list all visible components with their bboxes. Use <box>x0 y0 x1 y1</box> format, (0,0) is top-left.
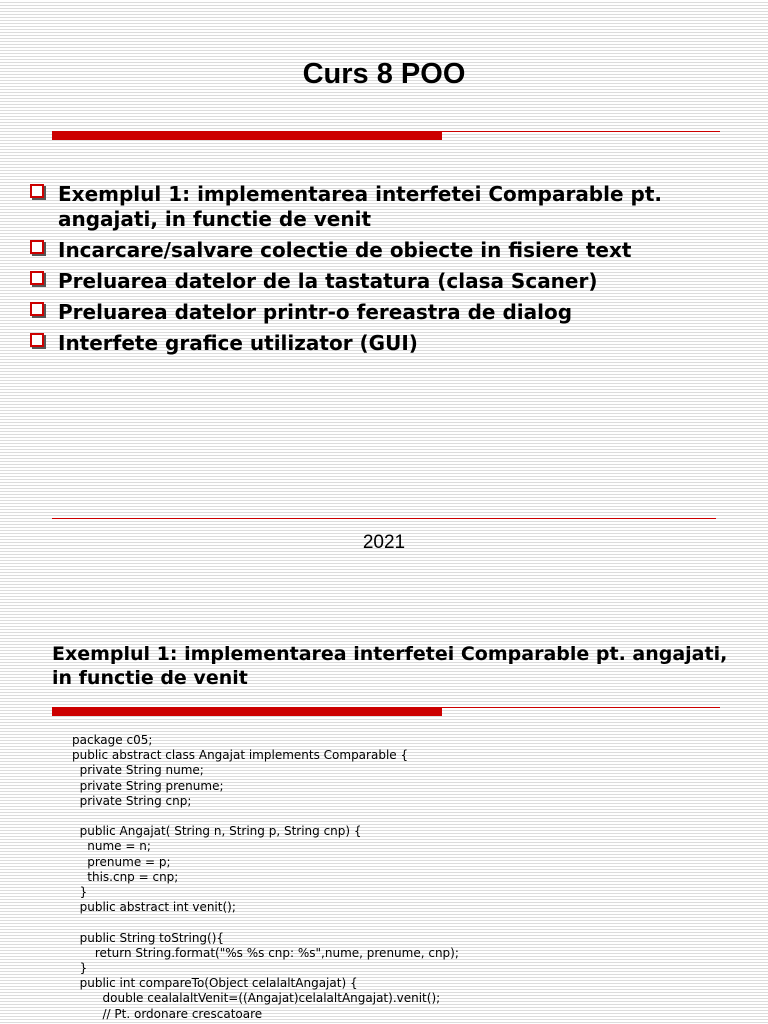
bullet-item <box>28 300 748 325</box>
bullet-text: Incarcare/salvare colectie de obiecte in fisiere text <box>58 238 632 262</box>
bullet-list <box>28 182 748 362</box>
red-square-bullet-icon <box>30 302 44 316</box>
bullet-item <box>28 182 748 232</box>
title-underline-thick <box>52 131 442 140</box>
red-square-bullet-icon <box>30 184 44 198</box>
slide2-heading: Exemplul 1: implementarea interfetei Comparable pt. angajati, in functie de venit <box>52 643 728 689</box>
code-listing: package c05; public abstract class Angajat implements Comparable { private String nume; private String prenume; private String cnp; public Angajat( String n, String p, String cnp) { nume = n; prenume = p; this.cnp = cnp; } public abstract int venit(); public String toString(){ return String.format("%s %s cnp: %s",nume, prenume, cnp); } public int compareTo(Object celalaltAngajat) { double cealalaltVenit=((Angajat)celalaltAngajat).venit(); // Pt. ordonare crescatoare <box>72 733 459 1021</box>
bullet-text: Preluarea datelor printr-o fereastra de dialog <box>58 300 573 324</box>
bullet-item <box>28 238 748 263</box>
heading-underline-thick <box>52 707 442 716</box>
red-square-bullet-icon <box>30 240 44 254</box>
bullet-item <box>28 269 748 294</box>
bullet-text: Exemplul 1: implementarea interfetei Comparable pt. angajati, in functie de venit <box>58 182 662 231</box>
bullet-text: Interfete grafice utilizator (GUI) <box>58 331 418 355</box>
red-square-bullet-icon <box>30 333 44 347</box>
red-square-bullet-icon <box>30 271 44 285</box>
title-underline-thin <box>442 131 720 132</box>
footer-divider <box>52 518 716 519</box>
slide-title: Curs 8 POO <box>302 58 466 90</box>
heading-underline-thin <box>442 707 720 708</box>
footer-year: 2021 <box>362 532 406 553</box>
bullet-item <box>28 331 748 356</box>
bullet-text: Preluarea datelor de la tastatura (clasa Scaner) <box>58 269 598 293</box>
